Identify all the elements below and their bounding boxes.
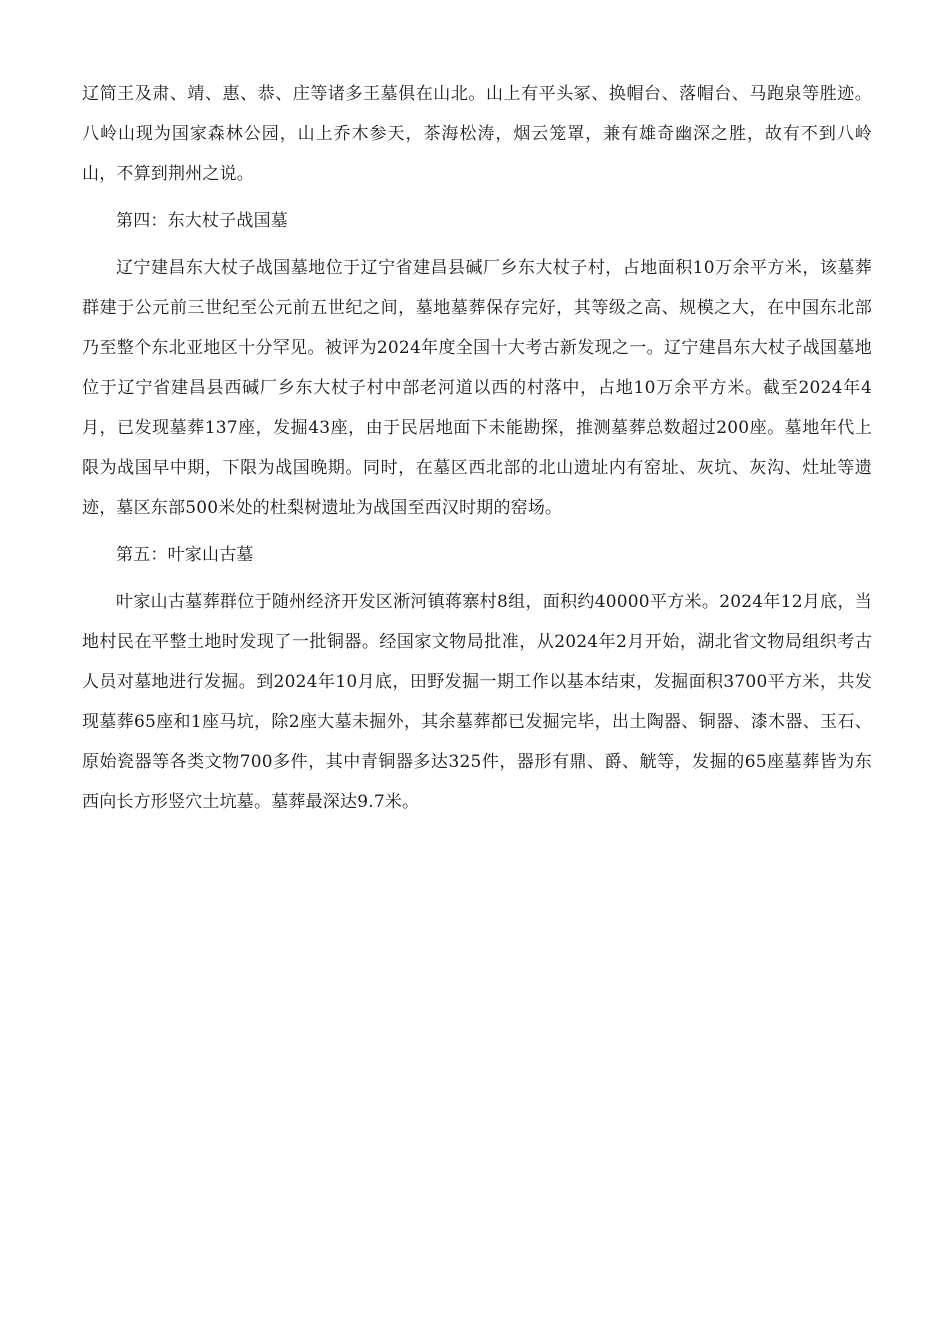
section-5-paragraph: 叶家山古墓葬群位于随州经济开发区淅河镇蒋寨村8组，面积约40000平方米。2024年12月底，当地村民在平整土地时发现了一批铜器。经国家文物局批准，从2024年2月开始，湖北省文物局组织考古人员对墓地进行发掘。到2024年10月底，田野发掘一期工作以基本结束，发掘面积3700平方米，共发现墓葬65座和1座马坑，除2座大墓未掘外，其余墓葬都已发掘完毕，出土陶器、铜器、漆木器、玉石、原始瓷器等各类文物700多件，其中青铜器多达325件，器形有鼎、爵、觥等，发掘的65座墓葬皆为东西向长方形竖穴土坑墓。墓葬最深达9.7米。 xyxy=(82,592,872,812)
section-4-paragraph: 辽宁建昌东大杖子战国墓地位于辽宁省建昌县碱厂乡东大杖子村，占地面积10万余平方米，该墓葬群建于公元前三世纪至公元前五世纪之间，墓地墓葬保存完好，其等级之高、规模之大，在中国东北部乃至整个东北亚地区十分罕见。被评为2024年度全国十大考古新发现之一。辽宁建昌东大杖子战国墓地位于辽宁省建昌县西碱厂乡东大杖子村中部老河道以西的村落中，占地10万余平方米。截至2024年4月，已发现墓葬137座，发掘43座，由于民居地面下未能勘探，推测墓葬总数超过200座。墓地年代上限为战国早中期，下限为战国晚期。同时，在墓区西北部的北山遗址内有窑址、灰坑、灰沟、灶址等遗迹，墓区东部500米处的杜梨树遗址为战国至西汉时期的窑场。 xyxy=(82,258,872,518)
document-page xyxy=(82,74,872,829)
section-5-heading: 第五：叶家山古墓 xyxy=(116,545,254,565)
intro-paragraph: 辽简王及肃、靖、惠、恭、庄等诸多王墓俱在山北。山上有平头冢、换帽台、落帽台、马跑泉等胜迹。八岭山现为国家森林公园，山上乔木参天，茶海松涛，烟云笼罩，兼有雄奇幽深之胜，故有不到八岭山，不算到荆州之说。 xyxy=(82,84,872,184)
section-4-heading: 第四：东大杖子战国墓 xyxy=(116,211,288,231)
